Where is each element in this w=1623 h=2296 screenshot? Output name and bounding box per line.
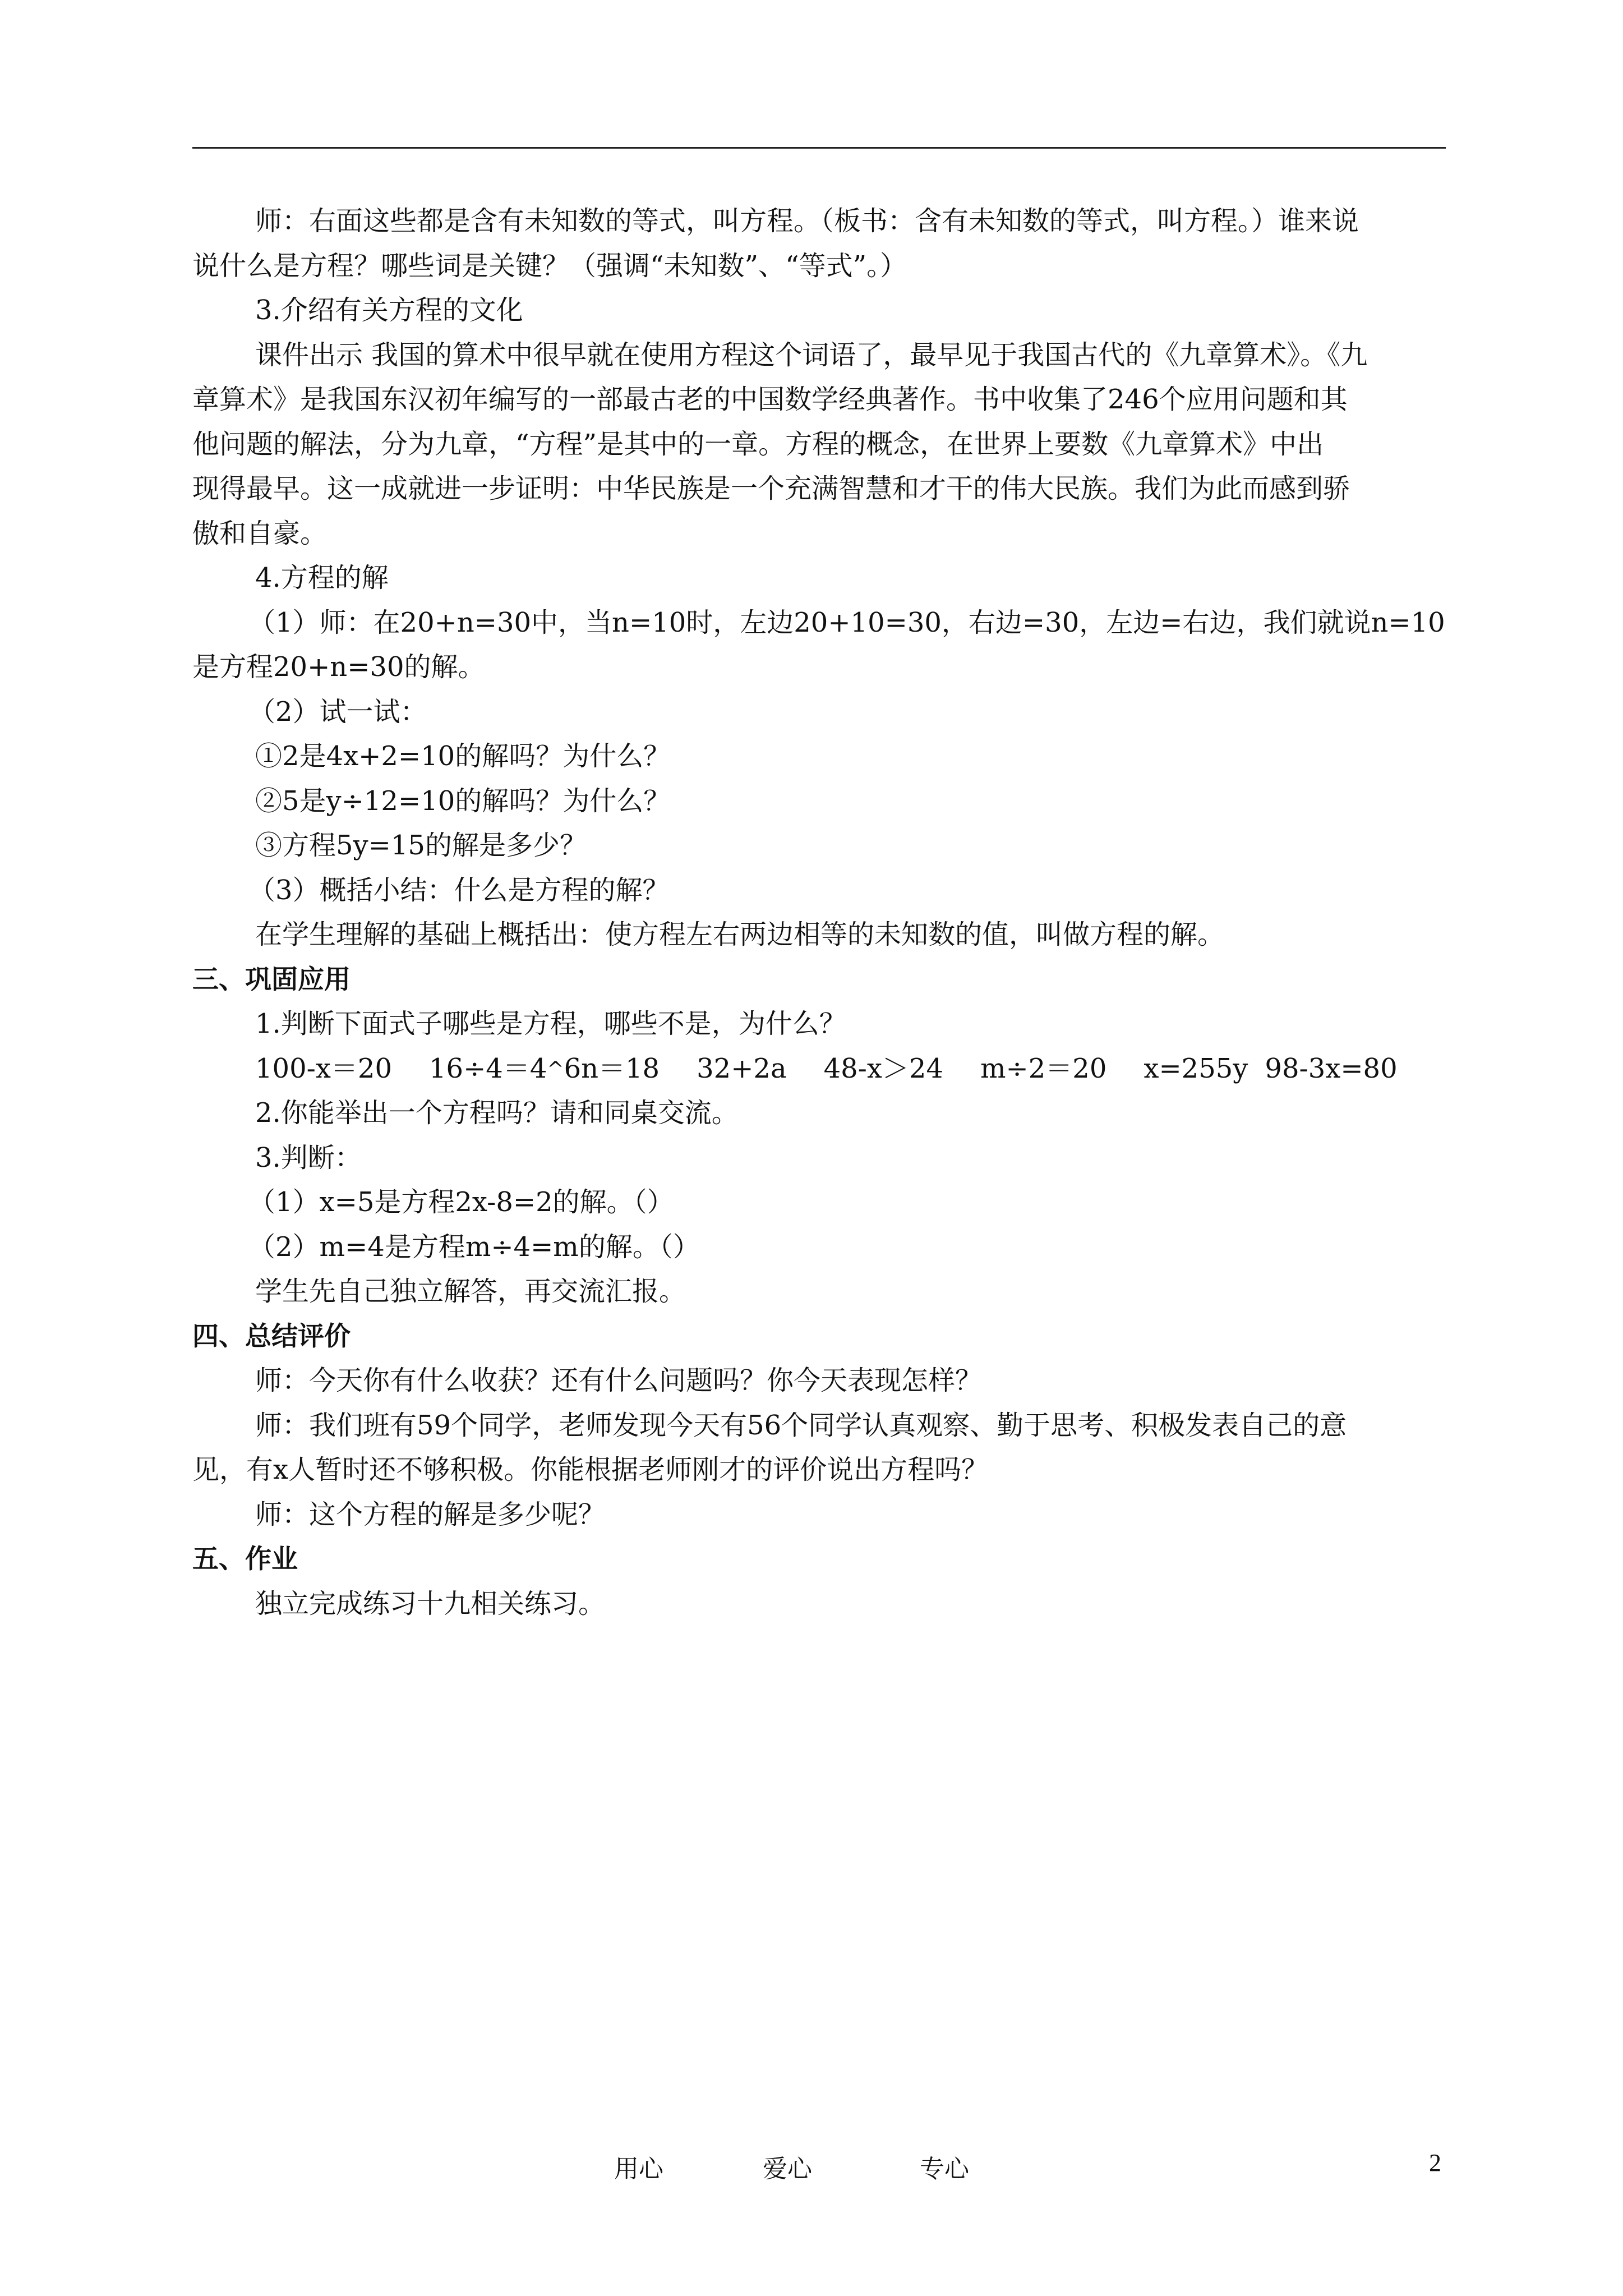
paragraph-line: 是方程20+n=30的解。 xyxy=(192,651,485,683)
footer-motto: 用心 xyxy=(614,2155,663,2183)
paragraph-line: （1）师：在20+n=30中，当n=10时，左边20+10=30，右边=30，左边=右边，我们就说n=10 xyxy=(248,606,1445,638)
section-heading: 五、作业 xyxy=(192,1544,298,1575)
equation: m÷2＝20 xyxy=(980,1052,1107,1084)
document-body xyxy=(192,199,1446,1626)
paragraph-line: 傲和自豪。 xyxy=(192,517,328,549)
footer-motto: 爱心 xyxy=(763,2155,812,2183)
paragraph-line: 师：我们班有59个同学，老师发现今天有56个同学认真观察、勤于思考、积极发表自己的意 xyxy=(255,1409,1347,1441)
footer-motto: 专心 xyxy=(920,2155,969,2183)
exercise-item: ③方程5y=15的解是多少？ xyxy=(255,830,587,861)
equation: 6n＝18 xyxy=(564,1052,660,1084)
equation: 32+2a xyxy=(697,1052,787,1084)
paragraph-line: 师：右面这些都是含有未知数的等式，叫方程。（板书：含有未知数的等式，叫方程。）谁来说 xyxy=(255,205,1359,237)
section-heading: 三、巩固应用 xyxy=(192,964,351,995)
equation: 98-3x=80 xyxy=(1265,1052,1398,1084)
paragraph-line: 3.判断： xyxy=(255,1142,362,1174)
page-number: 2 xyxy=(1429,2149,1441,2177)
paragraph-line: 1.判断下面式子哪些是方程，哪些不是，为什么？ xyxy=(255,1008,846,1039)
exercise-item: ①2是4x+2=10的解吗？为什么？ xyxy=(255,740,671,772)
paragraph-line: 师：这个方程的解是多少呢？ xyxy=(255,1498,606,1530)
equation: 100-x＝20 xyxy=(255,1052,392,1084)
equation-list xyxy=(192,1047,1446,1092)
equation: 16÷4＝4 xyxy=(429,1052,547,1084)
header-rule xyxy=(192,147,1446,149)
paragraph-line: （3）概括小结：什么是方程的解？ xyxy=(248,874,670,906)
equation: x=255y xyxy=(1144,1052,1248,1084)
paragraph-line: 章算术》是我国东汉初年编写的一部最古老的中国数学经典著作。书中收集了246个应用问题和其 xyxy=(192,384,1348,415)
equation: 48-x＞24 xyxy=(823,1052,944,1084)
paragraph-line: 师：今天你有什么收获？还有什么问题吗？你今天表现怎样？ xyxy=(255,1365,983,1396)
paragraph-line: （2）试一试： xyxy=(248,696,427,728)
section-heading: 四、总结评价 xyxy=(192,1320,351,1352)
paragraph-line: 在学生理解的基础上概括出：使方程左右两边相等的未知数的值，叫做方程的解。 xyxy=(255,919,1225,950)
paragraph-line: 学生先自己独立解答，再交流汇报。 xyxy=(255,1276,686,1307)
paragraph-line: 现得最早。这一成就进一步证明：中华民族是一个充满智慧和才干的伟大民族。我们为此而感到骄 xyxy=(192,473,1350,504)
paragraph-line: 说什么是方程？哪些词是关键？（强调“未知数”、“等式”。） xyxy=(192,250,907,282)
paragraph-line: 见，有x人暂时还不够积极。你能根据老师刚才的评价说出方程吗？ xyxy=(192,1454,989,1485)
paragraph-line: （2）m=4是方程m÷4=m的解。（） xyxy=(248,1231,700,1263)
caret-mark: ^ xyxy=(547,1057,564,1081)
subsection-heading: 4.方程的解 xyxy=(255,562,389,593)
paragraph-line: （1）x=5是方程2x-8=2的解。（） xyxy=(248,1186,674,1218)
paragraph-line: 他问题的解法，分为九章，“方程”是其中的一章。方程的概念，在世界上要数《九章算术》中出 xyxy=(192,428,1324,460)
paragraph-line: 独立完成练习十九相关练习。 xyxy=(255,1588,606,1619)
paragraph-line: 2.你能举出一个方程吗？请和同桌交流。 xyxy=(255,1097,739,1129)
subsection-heading: 3.介绍有关方程的文化 xyxy=(255,295,523,326)
paragraph-line: 课件出示 我国的算术中很早就在使用方程这个词语了，最早见于我国古代的《九章算术》。《九 xyxy=(255,339,1368,371)
exercise-item: ②5是y÷12=10的解吗？为什么？ xyxy=(255,785,671,817)
